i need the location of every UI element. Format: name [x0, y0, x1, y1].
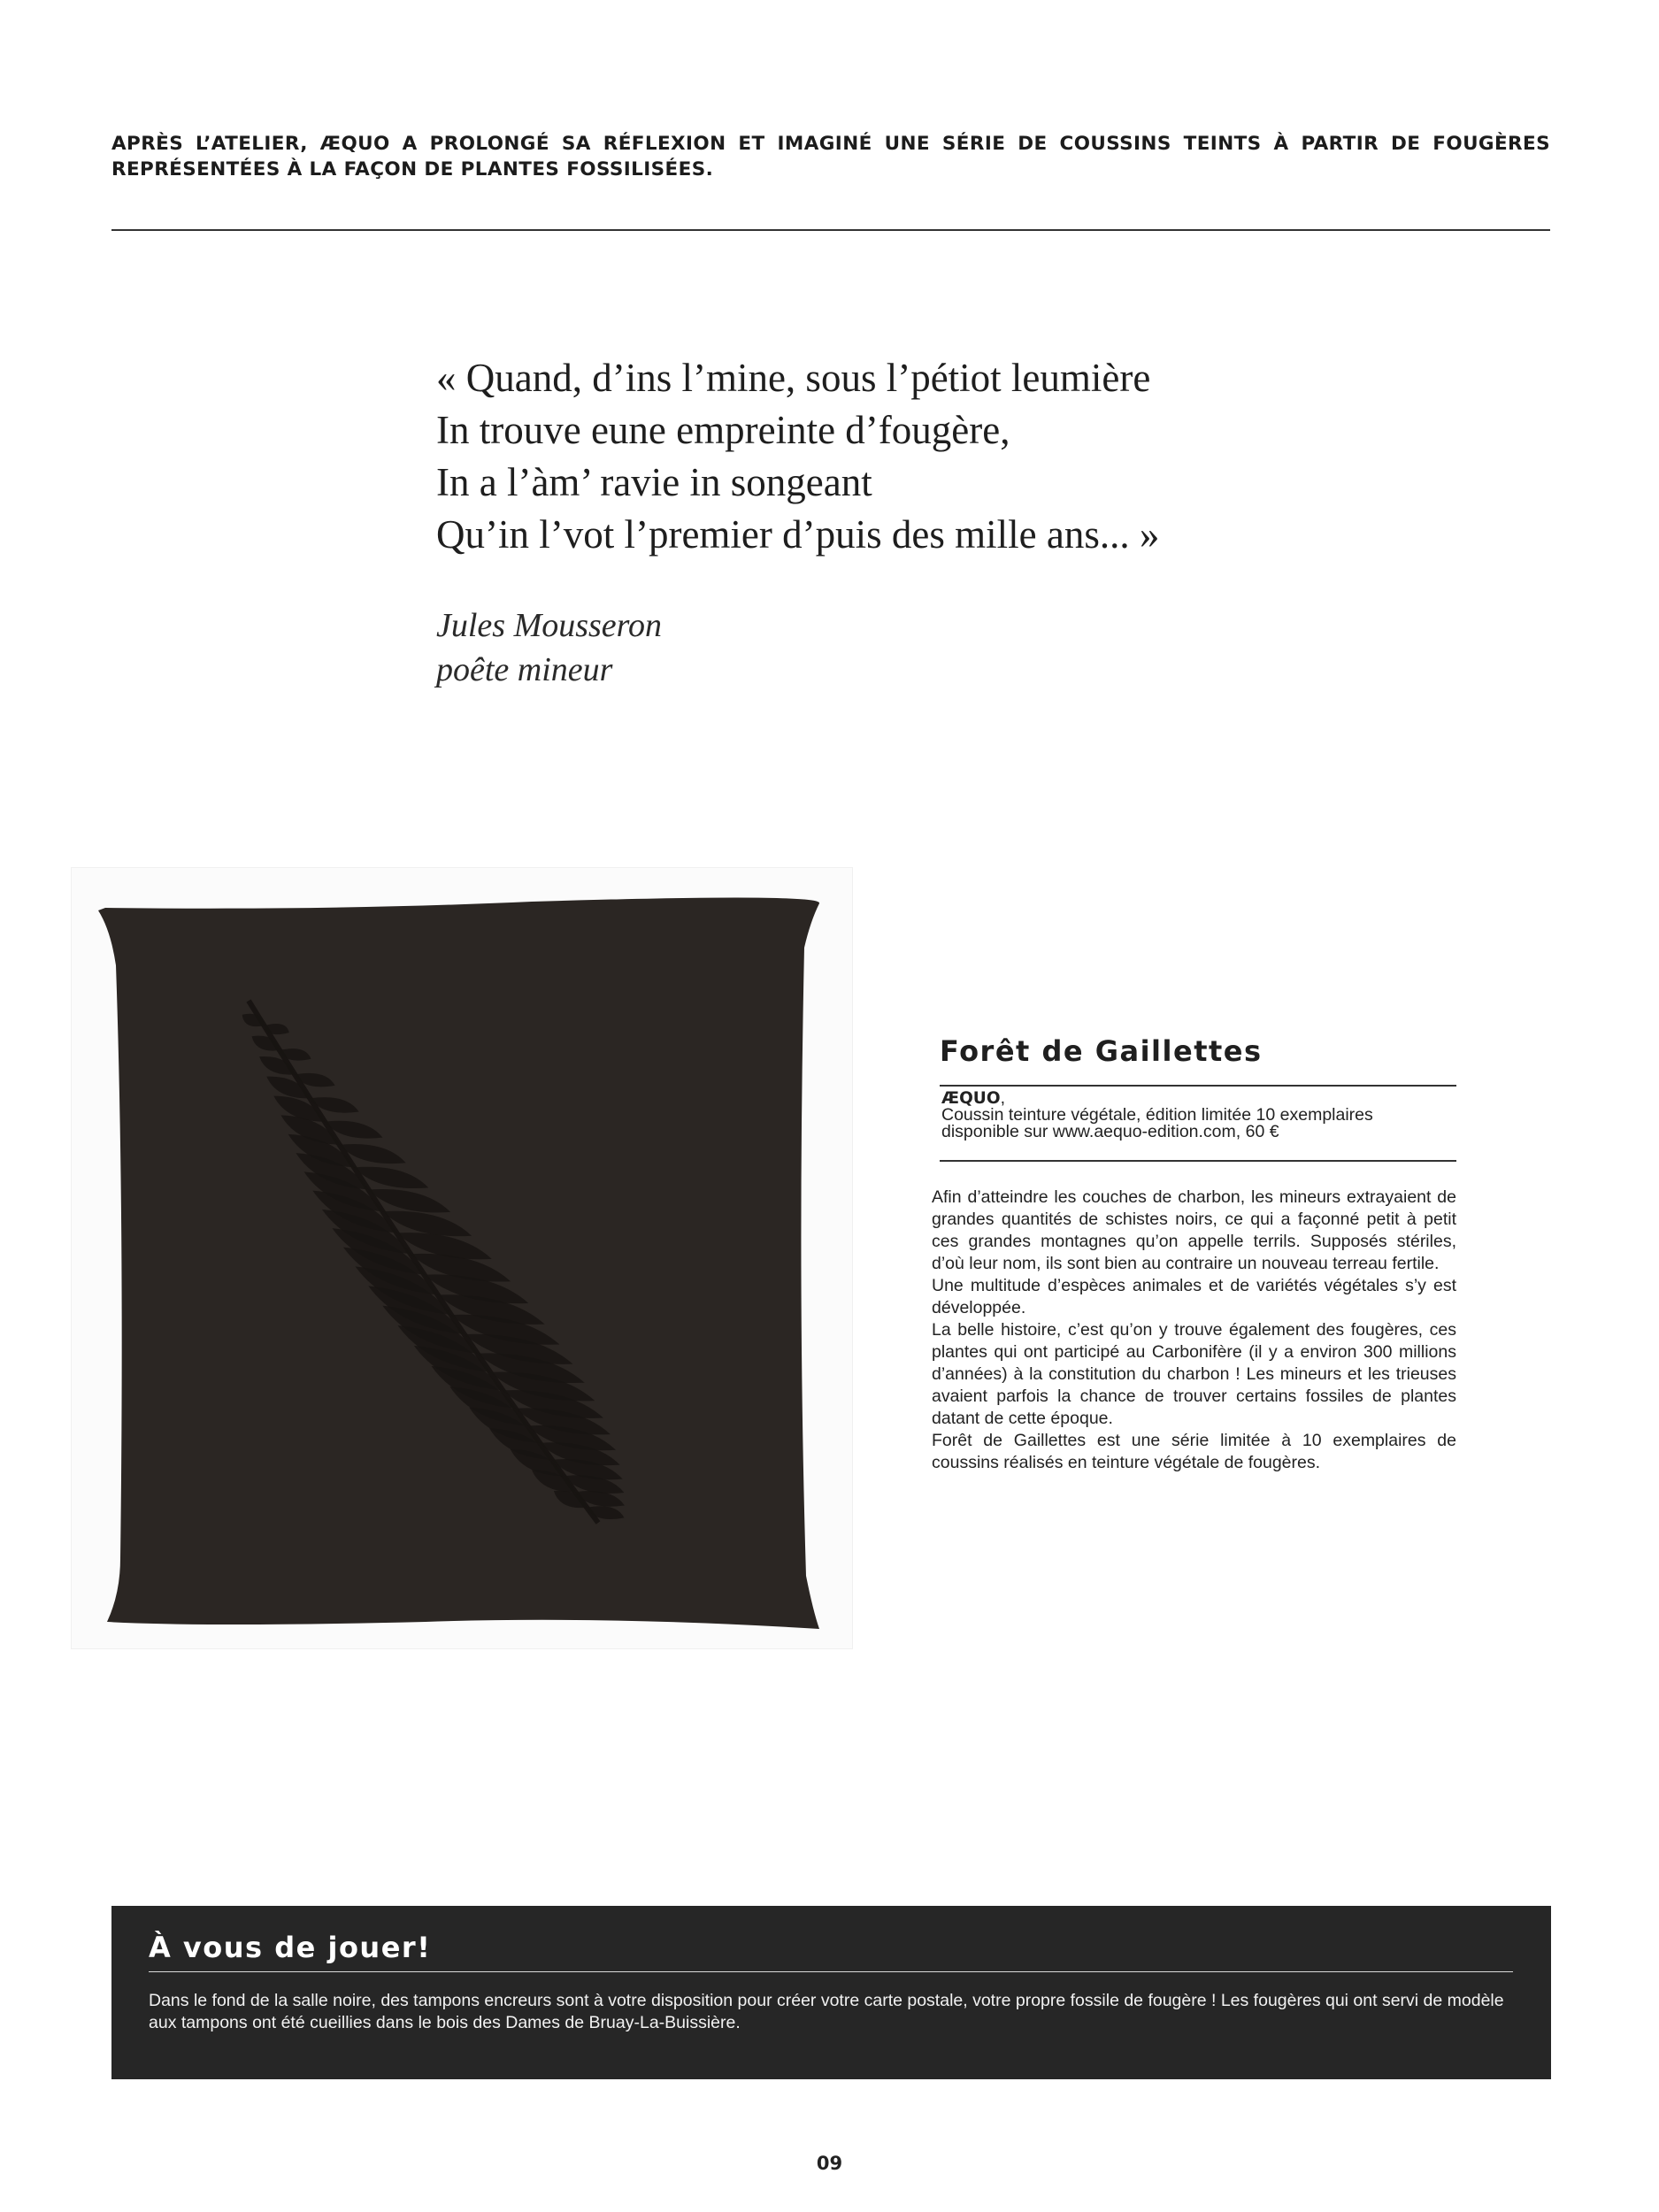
fern-cushion-image: [72, 868, 854, 1650]
poem-line: In trouve eune empreinte d’fougère,: [436, 408, 1010, 452]
quote-author-role: poête mineur: [436, 651, 613, 688]
description-paragraph: Une multitude d’espèces animales et de variétés végétales s’y est développée.: [932, 1276, 1456, 1317]
callout-text: Dans le fond de la salle noire, des tampons encreurs sont à votre disposition pour créer votre carte postale, votre propre fossile de fougère ! Les fougères qui ont servi de modèle aux tampons ont été cueillies dans le bois des Dames de Bruay-La-Buissière.: [149, 1991, 1504, 2032]
product-divider-top: [940, 1085, 1456, 1087]
poem-line: « Quand, d’ins l’mine, sous l’pétiot leumière: [436, 356, 1151, 400]
product-brand: ÆQUO: [941, 1089, 1001, 1108]
page-number: 09: [816, 2153, 843, 2174]
product-meta-line: disponible sur www.aequo-edition.com, 60 €: [941, 1122, 1279, 1141]
quote-author: Jules Mousseron: [436, 607, 663, 644]
callout-divider: [149, 1971, 1513, 1972]
product-title: Forêt de Gaillettes: [940, 1034, 1263, 1068]
intro-divider: [111, 229, 1550, 231]
activity-callout: [111, 1906, 1551, 2079]
product-description: [932, 1187, 1456, 1474]
description-paragraph: La belle histoire, c’est qu’on y trouve également des fougères, ces plantes qui ont participé au Carbonifère (il y a environ 300 millions d’années) à la constitution du charbon ! Les mineurs et les trieuses avaient parfois la chance de trouver certains fossiles de plantes datant de cette époque.: [932, 1320, 1456, 1428]
product-meta: ÆQUO, Coussin teinture végétale, édition limitée 10 exemplaires disponible sur www.aequo-edition.com, 60 €: [941, 1090, 1458, 1141]
cushion-photo: [71, 867, 853, 1649]
poem-line: In a l’àm’ ravie in songeant: [436, 460, 872, 504]
poem-quote: [436, 352, 1321, 561]
intro-text: APRÈS L’ATELIER, ÆQUO A PROLONGÉ SA RÉFLEXION ET IMAGINÉ UNE SÉRIE DE COUSSINS TEINTS À PARTIR DE FOUGÈRES REPRÉSENTÉES À LA FAÇON DE PLANTES FOSSILISÉES.: [111, 133, 1550, 180]
product-meta-line: Coussin teinture végétale, édition limitée 10 exemplaires: [941, 1105, 1373, 1125]
callout-title: À vous de jouer!: [149, 1931, 432, 1964]
description-paragraph: Forêt de Gaillettes est une série limitée à 10 exemplaires de coussins réalisés en teinture végétale de fougères.: [932, 1431, 1456, 1472]
poem-line: Qu’in l’vot l’premier d’puis des mille ans... »: [436, 512, 1160, 557]
product-divider-bottom: [940, 1160, 1456, 1162]
quote-attribution: [436, 603, 967, 692]
description-paragraph: Afin d’atteindre les couches de charbon, les mineurs extrayaient de grandes quantités de schistes noirs, ce qui a façonné petit à petit ces grandes montagnes qu’on appelle terrils. Supposés stériles, d’où leur nom, ils sont bien au contraire un nouveau terreau fertile.: [932, 1187, 1456, 1273]
